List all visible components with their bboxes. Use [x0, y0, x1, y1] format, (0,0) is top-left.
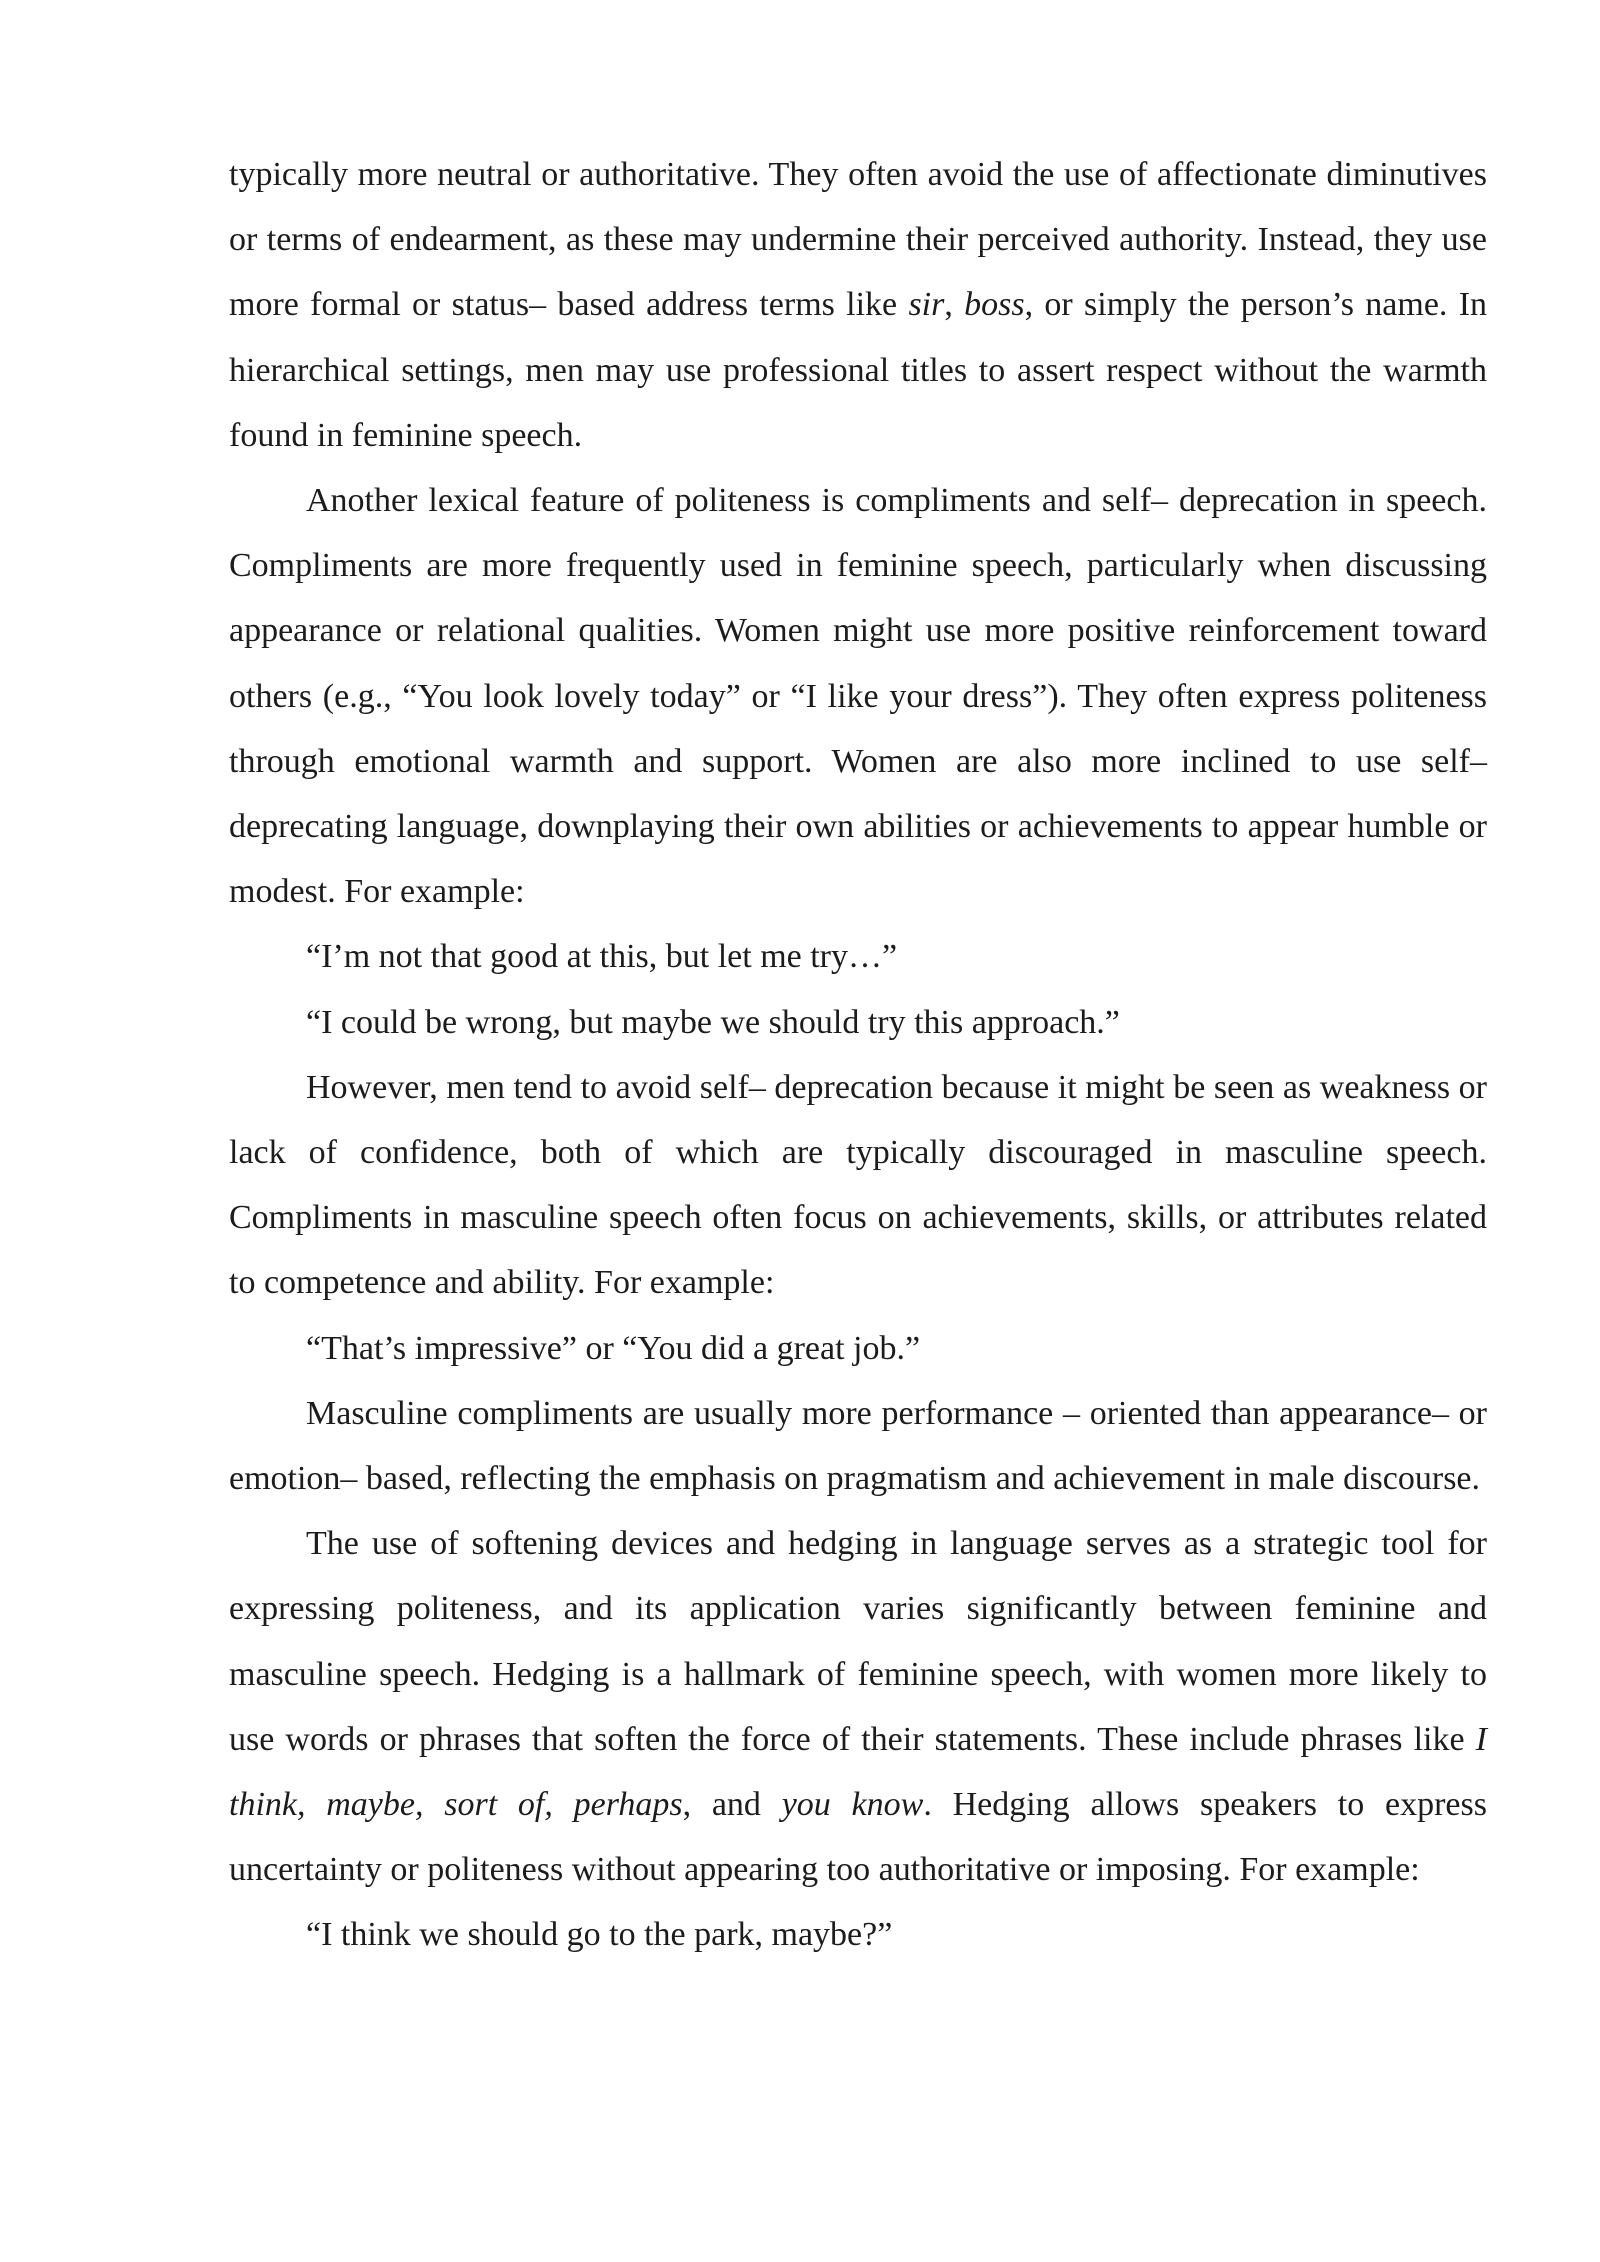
- example-quote-1: “I’m not that good at this, but let me try…”: [306, 938, 898, 976]
- text-segment: The use of softening devices and hedging in language serves as a strategic tool for expressing politeness, and its application varies significantly between feminine and masculine speech. Hedging is a hallmark of feminine speech, with women more likely to use words or phrases that soften the force of their statements. These include phrases like: [229, 1525, 1487, 1758]
- paragraph-self-deprecation: However, men tend to avoid self– deprecation because it might be seen as weakness or lack of confidence, both of which are typically discouraged in masculine speech. Compliments in masculine speech often focus on achievements, skills, or attributes related to competence and ability. For example:: [229, 1068, 1487, 1302]
- text-segment: , and: [682, 1786, 782, 1824]
- text-segment: typically more neutral or authoritative. They often avoid the use of affectionate diminutives or terms of endearment, as these may undermine their perceived authority. Instead, they use more formal or status– based address terms like: [229, 156, 1487, 324]
- text-segment: ,: [944, 286, 965, 324]
- example-quote-4: “I think we should go to the park, maybe?”: [306, 1916, 893, 1954]
- paragraph-hedging: [229, 1511, 1487, 1902]
- example-quote-2: “I could be wrong, but maybe we should try this approach.”: [306, 1003, 1120, 1041]
- document-page: [229, 142, 1487, 1968]
- paragraph-masculine-compliments: Masculine compliments are usually more performance – oriented than appearance– or emotion– based, reflecting the emphasis on pragmatism and achievement in male discourse.: [229, 1394, 1487, 1498]
- italic-hedge-you-know: you know: [781, 1786, 924, 1824]
- italic-hedge-phrases: I think, maybe, sort of, perhaps: [229, 1720, 1487, 1824]
- paragraph-compliments: Another lexical feature of politeness is compliments and self– deprecation in speech. Compliments are more frequently used in feminine speech, particularly when discussing appearance or relational qualities. Women might use more positive reinforcement toward others (e.g., “You look lovely today” or “I like your dress”). They often express politeness through emotional warmth and support. Women are also more inclined to use self– deprecating language, downplaying their own abilities or achievements to appear humble or modest. For example:: [229, 482, 1487, 911]
- example-quote-3: “That’s impressive” or “You did a great job.”: [306, 1329, 921, 1367]
- text-segment: . Hedging allows speakers to express uncertainty or politeness without appearing too authoritative or imposing. For example:: [229, 1786, 1487, 1889]
- text-segment: , or simply the person’s name. In hierarchical settings, men may use professional titles to assert respect without the warmth found in feminine speech.: [229, 286, 1488, 454]
- italic-term-boss: boss: [964, 286, 1025, 324]
- paragraph-address-terms: [229, 142, 1487, 468]
- italic-term-sir: sir: [908, 286, 945, 324]
